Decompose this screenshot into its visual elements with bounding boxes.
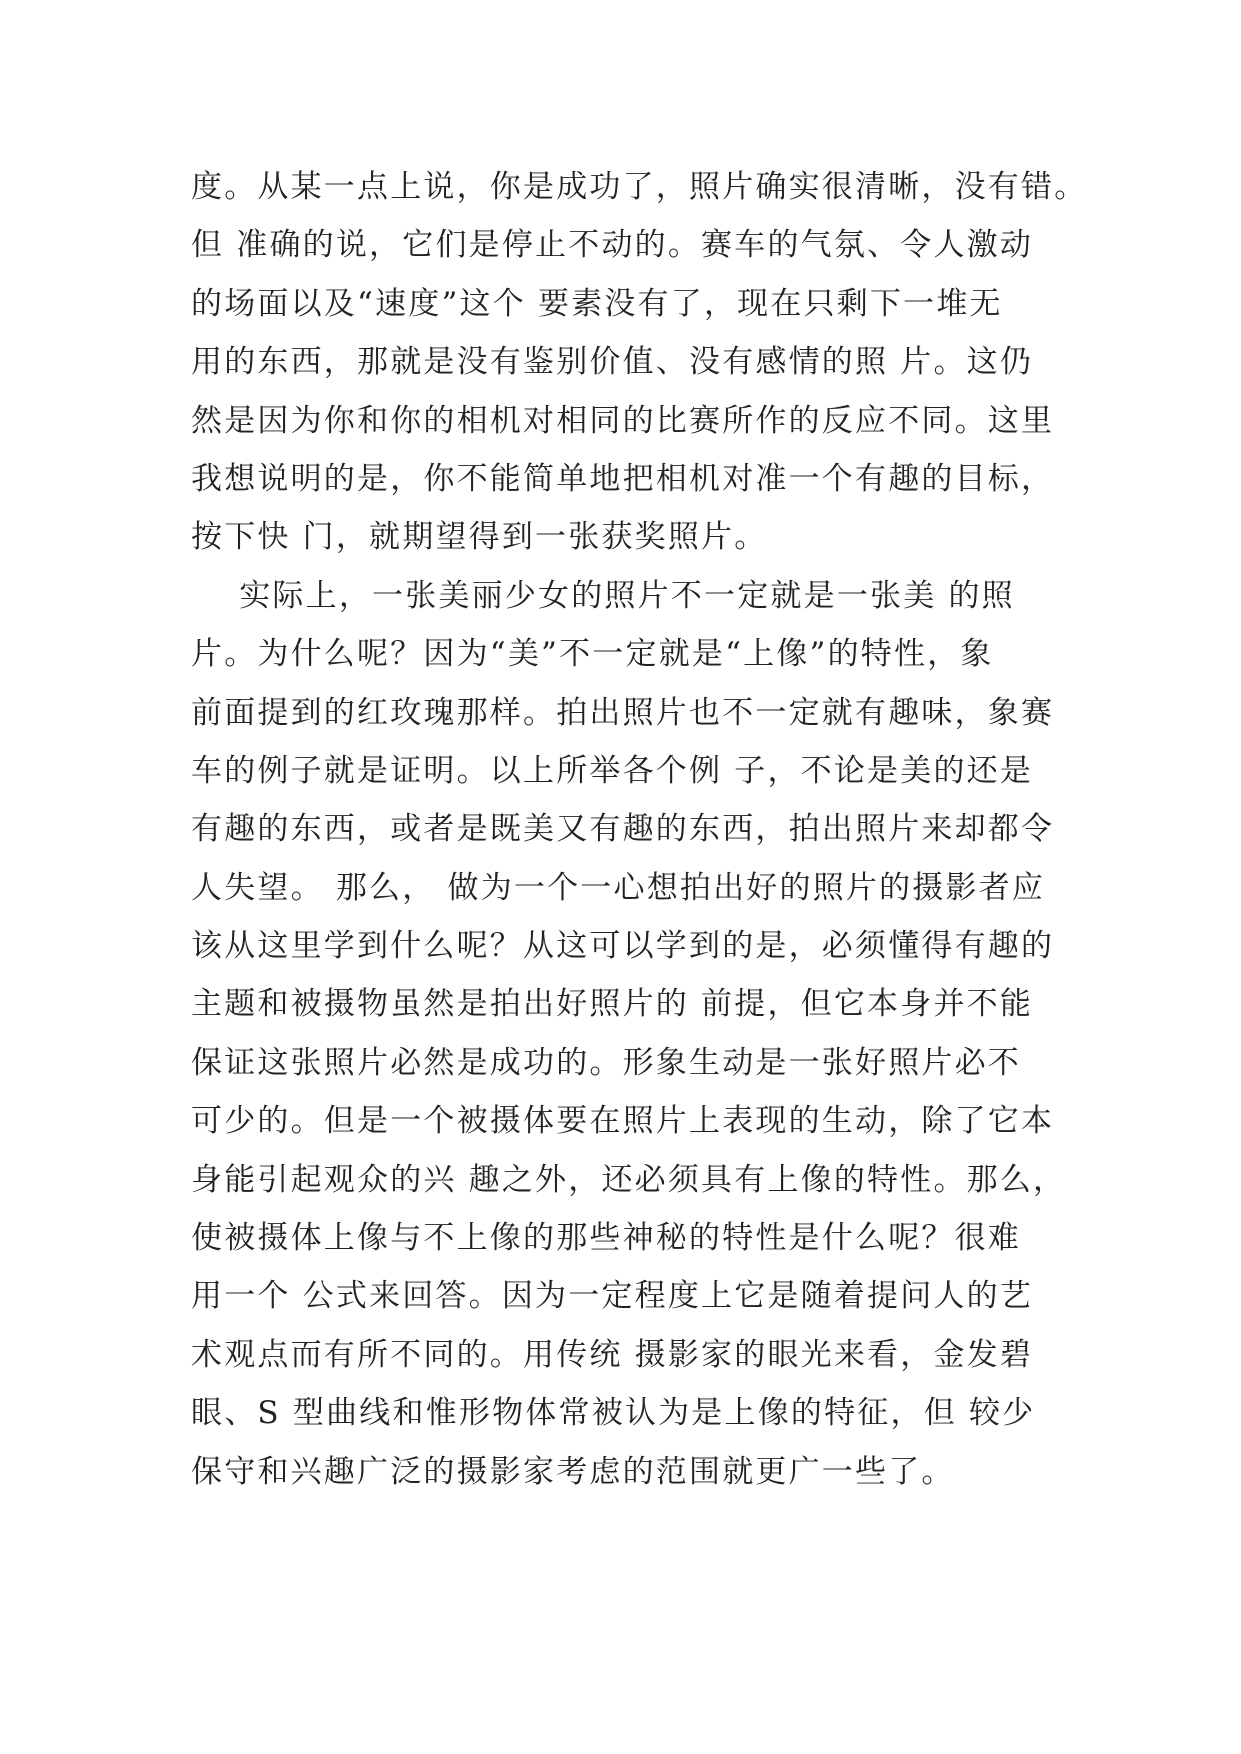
text-line: 我想说明的是，你不能简单地把相机对准一个有趣的目标， xyxy=(191,460,1055,497)
text-line: 的场面以及“速度”这个 要素没有了，现在只剩下一堆无 xyxy=(191,285,1003,322)
text-line: 但 准确的说，它们是停止不动的。赛车的气氛、令人激动 xyxy=(191,227,1034,264)
text-line: 术观点而有所不同的。用传统 摄影家的眼光来看，金发碧 xyxy=(191,1336,1034,1373)
text-line: 身能引起观众的兴 趣之外，还必须具有上像的特性。那么， xyxy=(191,1161,1067,1198)
body-text xyxy=(191,158,1088,1501)
text-line: 眼、S 型曲线和惟形物体常被认为是上像的特征，但 较少 xyxy=(191,1395,1036,1432)
text-line: 片。为什么呢？因为“美”不一定就是“上像”的特性，象 xyxy=(191,636,994,673)
text-line: 车的例子就是证明。以上所举各个例 子，不论是美的还是 xyxy=(191,752,1034,789)
text-line: 用一个 公式来回答。因为一定程度上它是随着提问人的艺 xyxy=(191,1278,1034,1315)
text-line: 该从这里学到什么呢？从这可以学到的是，必须懂得有趣的 xyxy=(191,928,1055,965)
text-line: 然是因为你和你的相机对相同的比赛所作的反应不同。这里 xyxy=(191,402,1055,439)
text-line: 可少的。但是一个被摄体要在照片上表现的生动，除了它本 xyxy=(191,1103,1055,1140)
text-line: 使被摄体上像与不上像的那些神秘的特性是什么呢？很难 xyxy=(191,1220,1021,1257)
text-line: 按下快 门，就期望得到一张获奖照片。 xyxy=(191,519,768,556)
text-line: 保证这张照片必然是成功的。形象生动是一张好照片必不 xyxy=(191,1044,1021,1081)
text-line: 前面提到的红玫瑰那样。拍出照片也不一定就有趣味，象赛 xyxy=(191,694,1055,731)
text-line: 度。从某一点上说，你是成功了，照片确实很清晰，没有错。 xyxy=(191,169,1088,205)
text-line: 人失望。 那么， 做为一个一心想拍出好的照片的摄影者应 xyxy=(191,869,1046,906)
text-line: 实际上，一张美丽少女的照片不一定就是一张美 的照 xyxy=(191,577,1015,614)
text-line: 用的东西，那就是没有鉴别价值、没有感情的照 片。这仍 xyxy=(191,344,1034,381)
text-line: 保守和兴趣广泛的摄影家考虑的范围就更广一些了。 xyxy=(191,1453,955,1490)
text-line: 有趣的东西，或者是既美又有趣的东西，拍出照片来却都令 xyxy=(191,811,1055,848)
text-line: 主题和被摄物虽然是拍出好照片的 前提，但它本身并不能 xyxy=(191,986,1034,1023)
